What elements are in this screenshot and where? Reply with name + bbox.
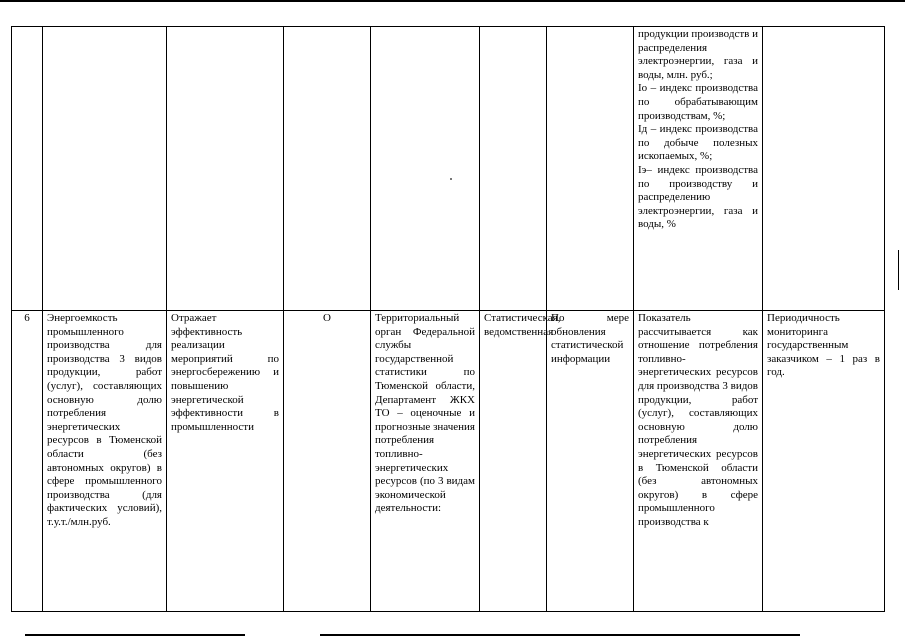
margin-mark	[898, 250, 899, 290]
cell-source	[371, 27, 480, 311]
cell-method	[634, 311, 763, 612]
table-row-continued	[12, 27, 885, 311]
method-text: Показатель рассчитывается как отношение потребления топливно-энергетических ресурсов для производства 3 видов продукции, работ (услуг), составляющих основную долю потребления энергетических ресурсов в Тюменской области (без автономных округов) в сфере промышленного производства к	[638, 312, 758, 528]
cell-reflects	[167, 27, 284, 311]
cell-frequency	[547, 27, 634, 311]
source-text: Территориальный орган Федеральной службы государственной статистики по Тюменской области, Департамент ЖКХ ТО – оценочные и прогнозные значения потребления топливно-энергетических ресурсов (по 3 видам экономической деятельности:	[375, 312, 475, 515]
row-number: 6	[12, 311, 43, 612]
page-top-border	[0, 0, 905, 2]
reflects-text: Отражает эффективность реализации мероприятий по энергосбережению и повышению энергетической эффективности в промышленности	[171, 312, 279, 433]
scan-speck	[450, 178, 452, 180]
cell-notes	[763, 311, 885, 612]
frequency-text: По мере обновления статистической информации	[551, 312, 629, 365]
cell-indicator	[43, 311, 167, 612]
cell-notes	[763, 27, 885, 311]
cell-method	[634, 27, 763, 311]
data-type-text: Статистическая, ведомственная	[484, 312, 561, 338]
cell-frequency	[547, 311, 634, 612]
method-continuation-text: продукции производств и распределения электроэнергии, газа и воды, млн. руб.; Iо – индекс производства по обрабатывающим производствам, %; Iд – индекс производства по добыче полезных ископаемых, %; Iэ– индекс производства по производству и распределению электроэнергии, газа и воды, %	[638, 28, 758, 231]
table-row	[12, 311, 885, 612]
indicator-type: О	[284, 311, 371, 612]
indicators-table	[11, 26, 885, 612]
page-bottom-rule-right	[320, 634, 800, 636]
notes-text: Периодичность мониторинга государственным заказчиком – 1 раз в год.	[767, 312, 880, 379]
cell-reflects	[167, 311, 284, 612]
cell-source	[371, 311, 480, 612]
indicator-text: Энергоемкость промышленного производства для производства 3 видов продукции, работ (услуг), составляющих основную долю потребления энергетических ресурсов в Тюменской области (без автономных округов) в сфере промышленного производства (для фактических условий), т.у.т./млн.руб.	[47, 312, 162, 528]
cell-type	[284, 27, 371, 311]
page-bottom-rule-left	[25, 634, 245, 636]
cell-indicator	[43, 27, 167, 311]
cell-data-type	[480, 27, 547, 311]
cell-number	[12, 27, 43, 311]
cell-data-type	[480, 311, 561, 612]
